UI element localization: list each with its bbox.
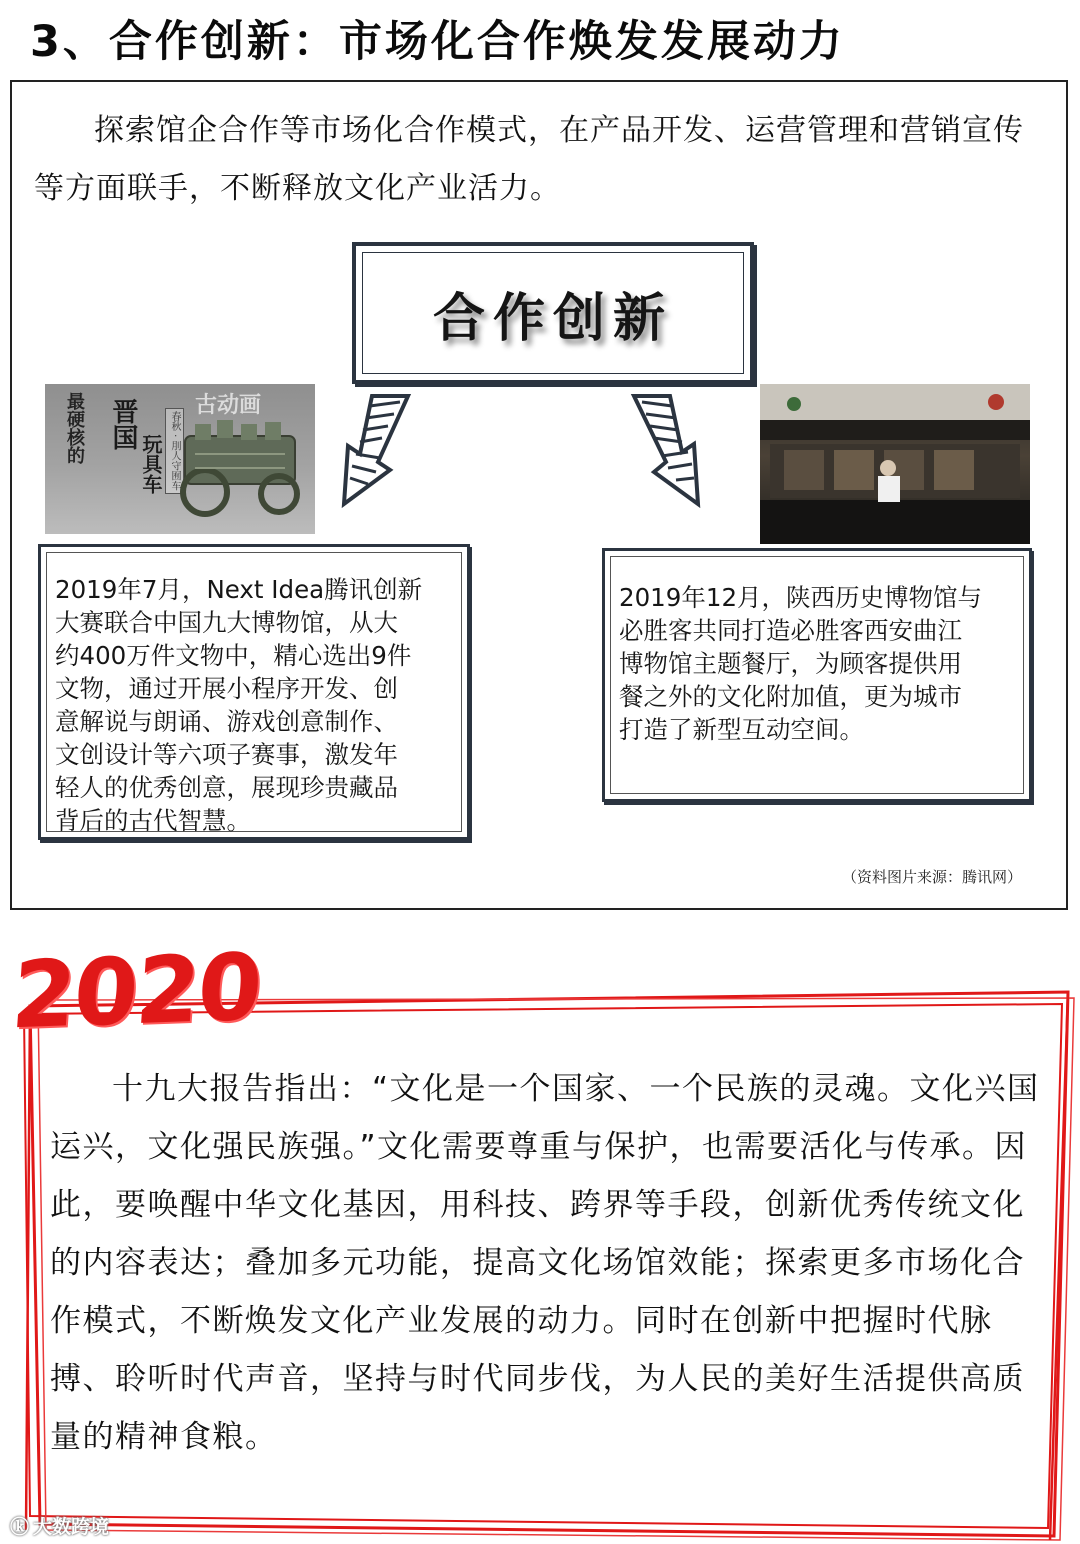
watermark bbox=[10, 1512, 109, 1539]
intro-paragraph: 探索馆企合作等市场化合作模式，在产品开发、运营管理和营销宣传等方面联手，不断释放文化产业活力。 bbox=[34, 113, 1024, 206]
watermark-text: 大数跨境 bbox=[33, 1516, 110, 1538]
photo-main-caption: 晋国 bbox=[108, 398, 138, 450]
summary-paragraph: 十九大报告指出：“文化是一个国家、一个民族的灵魂。文化兴国运兴，文化强民族强。”文化需要尊重与保护，也需要活化与传承。因此，要唤醒中华文化基因，用科技、跨界等手段，创新优秀传统文化的内容表达；叠加多元功能，提高文化场馆效能；探索更多市场化合作模式，不断焕发文化产业发展的动力。同时在创新中把握时代脉搏、聆听时代声音，坚持与时代同步伐，为人民的美好生活提供高质量的精神食粮。 bbox=[50, 1071, 1040, 1455]
watermark-logo-icon: ⓚ bbox=[10, 1516, 30, 1538]
image-source-note: （资料图片来源：腾讯网） bbox=[841, 868, 1022, 886]
case-card-pizzahut-text: 2019年12月，陕西历史博物馆与 必胜客共同打造必胜客西安曲江 博物馆主题餐厅，为顾客提供用 餐之外的文化附加值，更为城市 打造了新型互动空间。 bbox=[619, 583, 983, 744]
center-title: 合作创新 bbox=[432, 288, 673, 349]
case-card-tencent-text: 2019年7月，Next Idea腾讯创新 大赛联合中国九大博物馆，从大 约400万件文物中，精心选出9件 文物，通过开展小程序开发、创 意解说与朗诵、游戏创意制作、 文创设计等六项子赛事，激发年 轻人的优秀创意，展现珍贵藏品 背后的古代智慧。 bbox=[55, 575, 423, 835]
svg-text:古动画: 古动画 bbox=[195, 392, 262, 418]
photo-sub-caption: 玩具车 bbox=[139, 434, 163, 494]
photo-seal-caption: 春秋 · 刖人守囿车 bbox=[165, 408, 184, 494]
photo-side-caption: 最硬核的 bbox=[64, 392, 85, 464]
year-heading: 2020 bbox=[8, 933, 264, 1050]
section-heading: 3、合作创新：市场化合作焕发发展动力 bbox=[30, 17, 845, 67]
